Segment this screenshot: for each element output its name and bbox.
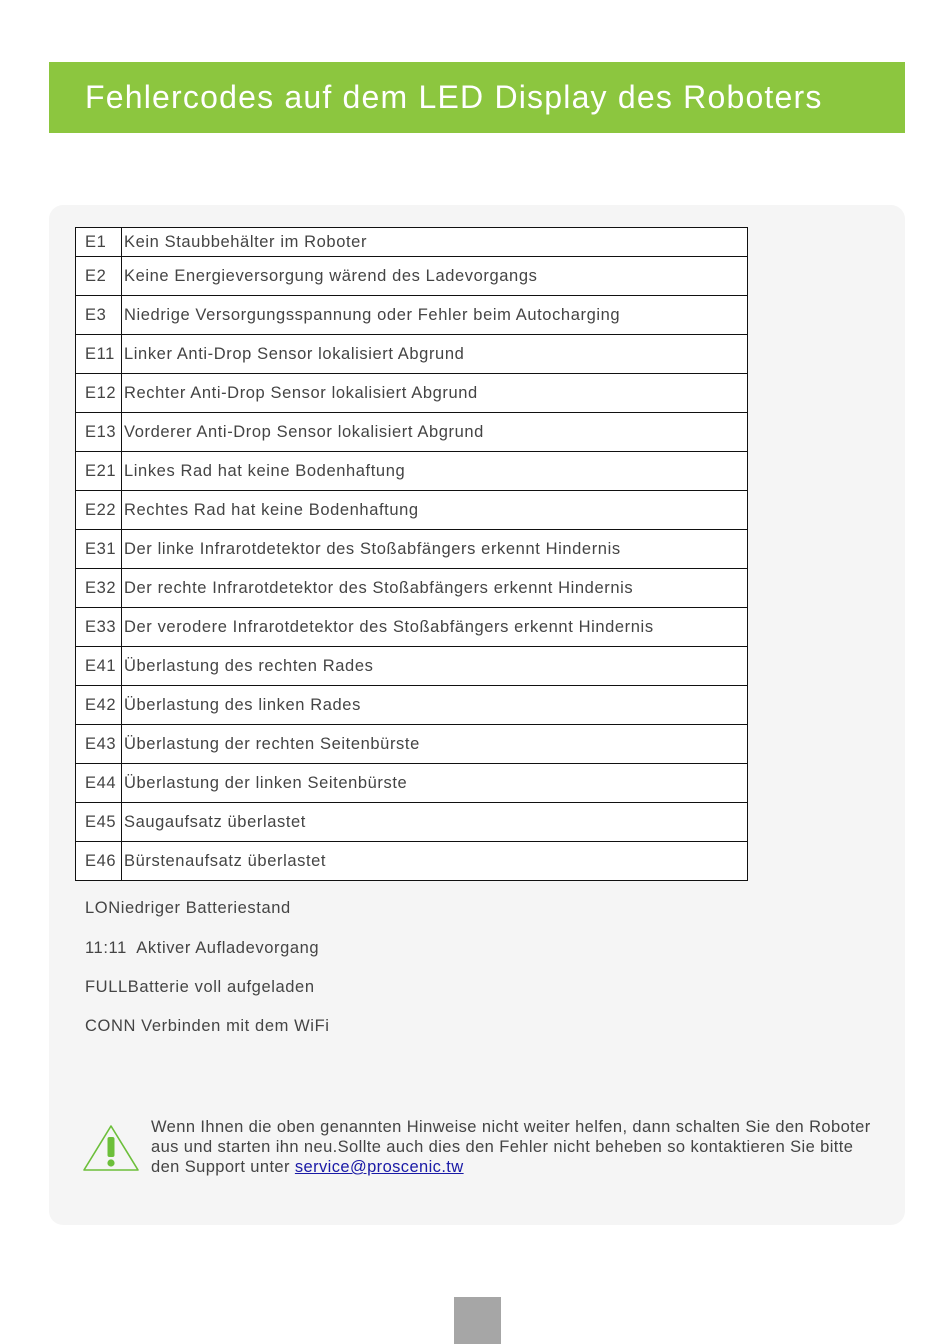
error-description: Überlastung der linken Seitenbürste bbox=[122, 764, 748, 803]
error-code: E1 bbox=[76, 228, 122, 257]
status-item bbox=[85, 1017, 330, 1036]
table-row bbox=[76, 764, 748, 803]
error-code: E44 bbox=[76, 764, 122, 803]
error-description: Linker Anti-Drop Sensor lokalisiert Abgrund bbox=[122, 335, 748, 374]
status-description: Aktiver Aufladevorgang bbox=[126, 939, 320, 957]
error-description: Keine Energieversorgung wärend des Ladevorgangs bbox=[122, 257, 748, 296]
error-description: Rechter Anti-Drop Sensor lokalisiert Abgrund bbox=[122, 374, 748, 413]
status-item bbox=[85, 939, 319, 958]
table-row bbox=[76, 803, 748, 842]
table-row bbox=[76, 335, 748, 374]
error-code: E42 bbox=[76, 686, 122, 725]
error-code: E43 bbox=[76, 725, 122, 764]
table-row bbox=[76, 413, 748, 452]
table-row bbox=[76, 725, 748, 764]
status-code: CONN bbox=[85, 1017, 136, 1035]
error-description: Überlastung des rechten Rades bbox=[122, 647, 748, 686]
error-description: Der verodere Infrarotdetektor des Stoßabfängers erkennt Hindernis bbox=[122, 608, 748, 647]
error-code: E33 bbox=[76, 608, 122, 647]
page-number-tab bbox=[454, 1297, 501, 1344]
error-description: Überlastung des linken Rades bbox=[122, 686, 748, 725]
error-description: Vorderer Anti-Drop Sensor lokalisiert Abgrund bbox=[122, 413, 748, 452]
status-description: Verbinden mit dem WiFi bbox=[135, 1017, 330, 1035]
status-item bbox=[85, 978, 315, 997]
error-description: Bürstenaufsatz überlastet bbox=[122, 842, 748, 881]
status-description: Niedriger Batteriestand bbox=[108, 899, 291, 917]
table-row bbox=[76, 647, 748, 686]
table-row bbox=[76, 257, 748, 296]
status-code: FULL bbox=[85, 978, 128, 996]
error-description: Saugaufsatz überlastet bbox=[122, 803, 748, 842]
support-notice bbox=[151, 1117, 871, 1177]
error-description: Niedrige Versorgungsspannung oder Fehler beim Autocharging bbox=[122, 296, 748, 335]
table-row bbox=[76, 608, 748, 647]
table-row bbox=[76, 530, 748, 569]
status-code: 11:11 bbox=[85, 939, 127, 957]
error-code: E11 bbox=[76, 335, 122, 374]
error-description: Der rechte Infrarotdetektor des Stoßabfängers erkennt Hindernis bbox=[122, 569, 748, 608]
error-code: E32 bbox=[76, 569, 122, 608]
table-row bbox=[76, 491, 748, 530]
table-row bbox=[76, 228, 748, 257]
status-code: LO bbox=[85, 899, 109, 917]
error-description: Der linke Infrarotdetektor des Stoßabfängers erkennt Hindernis bbox=[122, 530, 748, 569]
table-row bbox=[76, 296, 748, 335]
error-description: Kein Staubbehälter im Roboter bbox=[122, 228, 748, 257]
error-code: E22 bbox=[76, 491, 122, 530]
status-item bbox=[85, 899, 291, 918]
error-description: Linkes Rad hat keine Bodenhaftung bbox=[122, 452, 748, 491]
error-description: Überlastung der rechten Seitenbürste bbox=[122, 725, 748, 764]
warning-triangle-icon bbox=[82, 1123, 140, 1173]
page-title: Fehlercodes auf dem LED Display des Roboters bbox=[49, 62, 905, 133]
error-code: E21 bbox=[76, 452, 122, 491]
error-code: E31 bbox=[76, 530, 122, 569]
error-description: Rechtes Rad hat keine Bodenhaftung bbox=[122, 491, 748, 530]
error-code: E2 bbox=[76, 257, 122, 296]
error-code: E41 bbox=[76, 647, 122, 686]
support-email-link[interactable]: service@proscenic.tw bbox=[294, 1158, 464, 1176]
error-code-table bbox=[75, 227, 748, 881]
support-notice-text: Wenn Ihnen die oben genannten Hinweise nicht weiter helfen, dann schalten Sie den Roboter aus und starten ihn neu.Sollte auch dies den Fehler nicht beheben so kontaktieren Sie bitte den Support unter bbox=[151, 1118, 871, 1176]
error-code: E46 bbox=[76, 842, 122, 881]
table-row bbox=[76, 569, 748, 608]
error-code: E12 bbox=[76, 374, 122, 413]
table-row bbox=[76, 686, 748, 725]
table-row bbox=[76, 842, 748, 881]
error-code: E45 bbox=[76, 803, 122, 842]
table-row bbox=[76, 452, 748, 491]
status-description: Batterie voll aufgeladen bbox=[127, 978, 315, 996]
error-code: E13 bbox=[76, 413, 122, 452]
error-code: E3 bbox=[76, 296, 122, 335]
table-row bbox=[76, 374, 748, 413]
